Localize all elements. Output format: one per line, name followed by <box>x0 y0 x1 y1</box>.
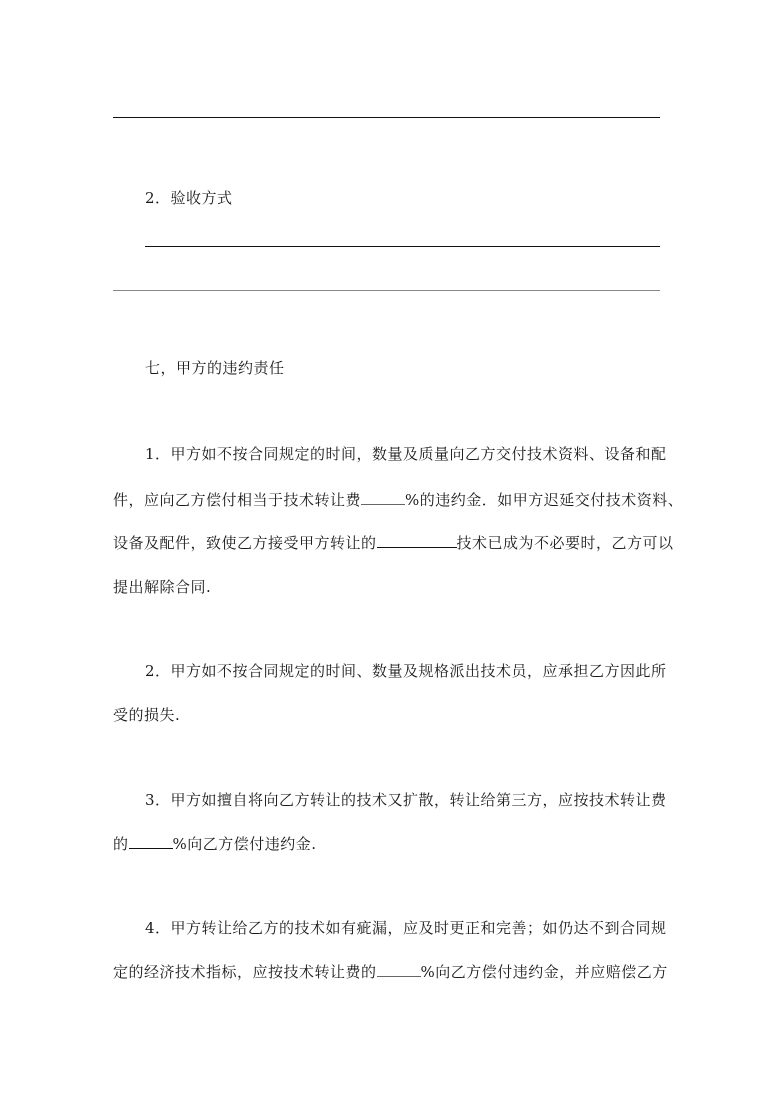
penalty-rate-blank-2 <box>129 834 173 849</box>
clause1-line3-text-b: 技术已成为不必要时，乙方可以 <box>456 534 674 552</box>
clause4-line1: 4．甲方转让给乙方的技术如有疵漏，应及时更正和完善；如仍达不到合同规 <box>145 919 667 937</box>
clause3-line1: 3．甲方如擅自将向乙方转让的技术又扩散，转让给第三方，应按技术转让费 <box>145 791 667 809</box>
clause1-line2 <box>113 490 684 510</box>
acceptance-method-fill-in-line <box>145 246 660 247</box>
clause3-line2-text-b: %向乙方偿付违约金. <box>172 835 317 853</box>
penalty-rate-blank-1 <box>361 490 405 505</box>
section-divider <box>113 290 660 291</box>
clause1-line4: 提出解除合同. <box>113 578 212 596</box>
clause1-line1: 1．甲方如不按合同规定的时间，数量及质量向乙方交付技术资料、设备和配 <box>145 445 667 463</box>
clause4-line2-text-b: %向乙方偿付违约金，并应赔偿乙方 <box>420 963 668 981</box>
section-seven-heading: 七，甲方的违约责任 <box>145 359 285 377</box>
clause4-line2 <box>113 962 673 982</box>
clause1-line2-text-a: 件，应向乙方偿付相当于技术转让费 <box>113 491 362 509</box>
clause1-line3-text-a: 设备及配件，致使乙方接受甲方转让的 <box>113 534 377 552</box>
clause3-line2 <box>113 834 673 854</box>
clause4-line2-text-a: 定的经济技术指标，应按技术转让费的 <box>113 963 377 981</box>
fill-in-line-top <box>113 117 660 118</box>
penalty-rate-blank-3 <box>377 962 421 977</box>
clause3-line2-text-a: 的 <box>113 835 129 853</box>
clause2-line1: 2．甲方如不按合同规定的时间、数量及规格派出技术员，应承担乙方因此所 <box>145 662 667 680</box>
technology-name-blank <box>377 533 457 548</box>
acceptance-method-label: 2．验收方式 <box>145 189 233 207</box>
clause1-line3 <box>113 533 673 553</box>
clause2-line2: 受的损失. <box>113 706 181 724</box>
clause1-line2-text-b: %的违约金．如甲方迟延交付技术资料、 <box>405 491 684 509</box>
